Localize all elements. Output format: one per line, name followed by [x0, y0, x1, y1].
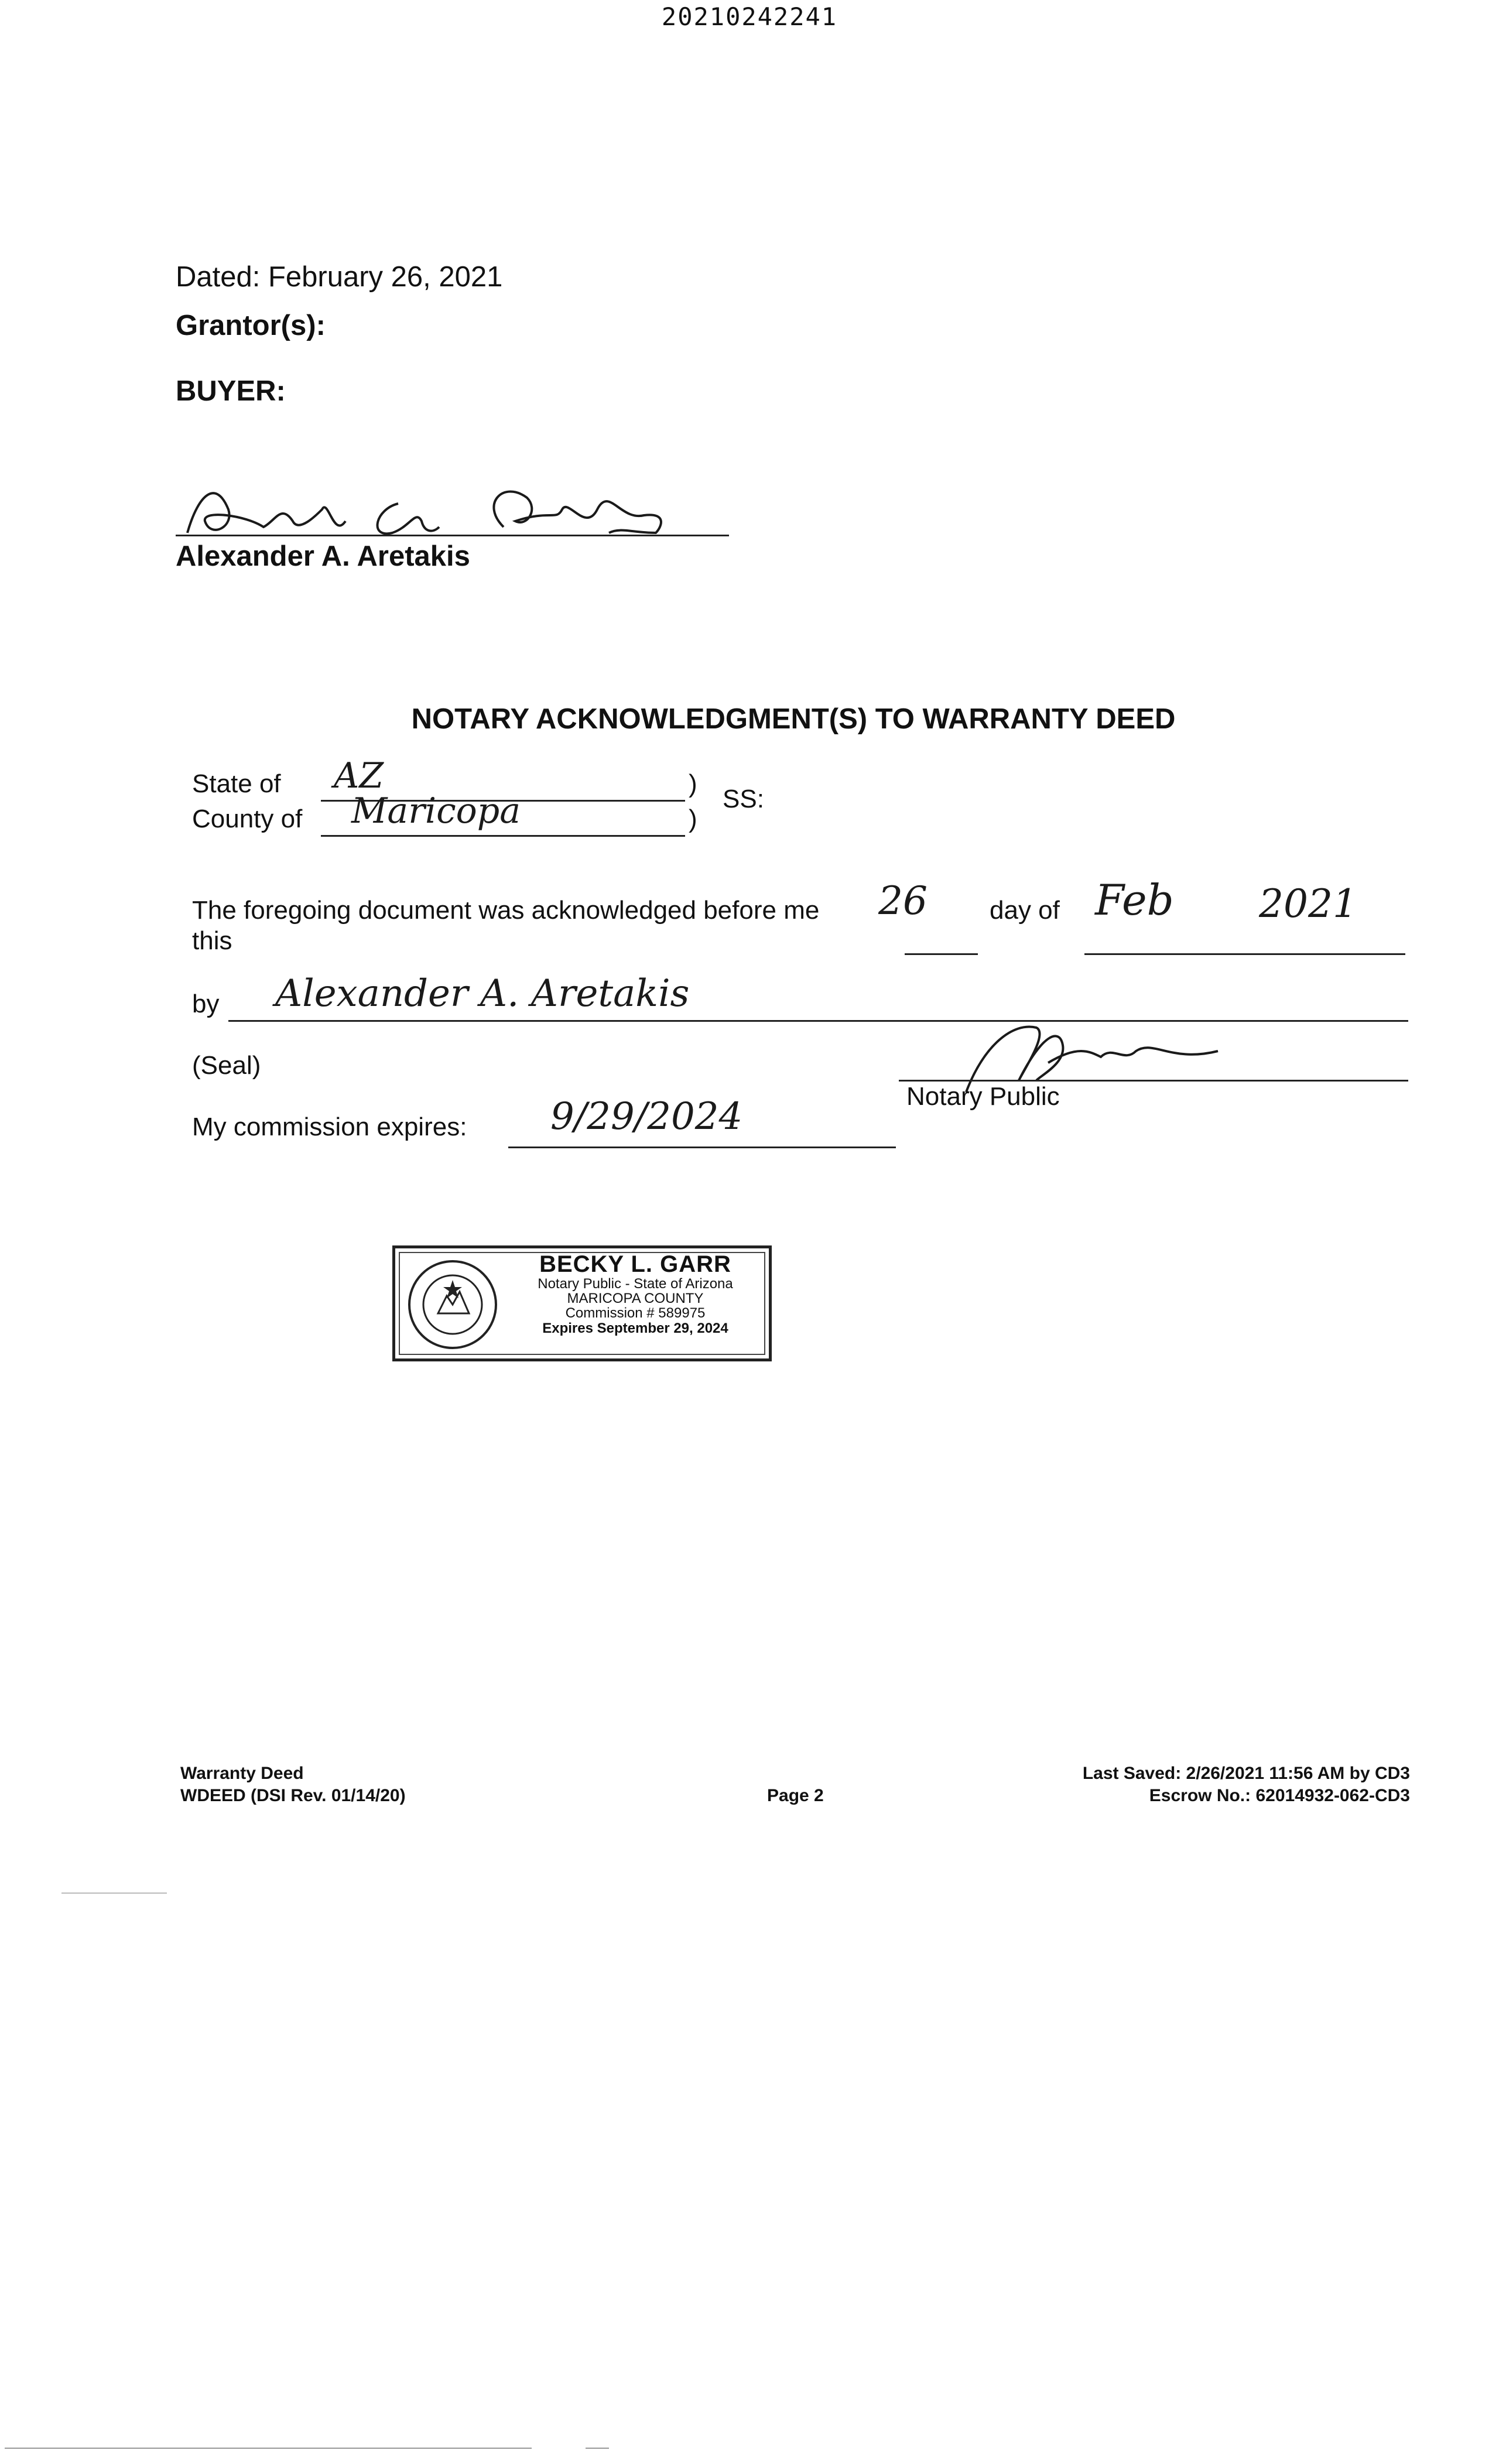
- scan-artifact-mark: [61, 1893, 167, 1894]
- buyer-label: BUYER:: [176, 375, 286, 407]
- notary-public-label: Notary Public: [906, 1082, 1060, 1111]
- footer-last-saved: Last Saved: 2/26/2021 11:56 AM by CD3: [1082, 1764, 1410, 1783]
- arizona-seal-icon: [406, 1258, 499, 1351]
- county-line: [321, 835, 685, 837]
- notary-stamp: [392, 1245, 772, 1361]
- scan-bottom-edge-line: [5, 2448, 532, 2449]
- seal-label: (Seal): [192, 1051, 261, 1080]
- month-value: Feb: [1095, 875, 1174, 925]
- county-label: County of: [192, 805, 303, 833]
- day-line: [905, 953, 978, 955]
- by-label: by: [192, 990, 220, 1018]
- commission-label: My commission expires:: [192, 1113, 467, 1141]
- stamp-line-4: Expires September 29, 2024: [542, 1320, 728, 1336]
- grantor-name: Alexander A. Aretakis: [176, 540, 470, 572]
- notary-title: NOTARY ACKNOWLEDGMENT(S) TO WARRANTY DEED: [411, 703, 1176, 735]
- day-of-label: day of: [990, 896, 1060, 925]
- year-value: 2021: [1259, 881, 1357, 926]
- commission-line: [508, 1147, 896, 1148]
- stamp-line-2: MARICOPA COUNTY: [567, 1291, 704, 1307]
- state-paren: ): [689, 769, 697, 798]
- foregoing-text-this: this: [192, 926, 232, 955]
- foregoing-text: The foregoing document was acknowledged before me: [192, 896, 820, 925]
- ss-label: SS:: [723, 785, 764, 813]
- scan-bottom-edge-mark: [586, 2448, 609, 2449]
- stamp-line-3: Commission # 589975: [565, 1305, 706, 1322]
- record-number: 20210242241: [661, 2, 838, 31]
- dated-line: Dated: February 26, 2021: [176, 261, 503, 293]
- county-paren: ): [689, 805, 697, 833]
- stamp-name: BECKY L. GARR: [539, 1251, 731, 1277]
- footer-form-code: WDEED (DSI Rev. 01/14/20): [180, 1786, 406, 1805]
- by-value: Alexander A. Aretakis: [275, 972, 690, 1015]
- notary-signature-line: [899, 1080, 1408, 1082]
- footer-form-title: Warranty Deed: [180, 1764, 304, 1783]
- footer-escrow: Escrow No.: 62014932-062-CD3: [1149, 1786, 1410, 1805]
- grantor-signature-line: [176, 535, 729, 536]
- state-label: State of: [192, 769, 281, 798]
- month-year-line: [1084, 953, 1405, 955]
- stamp-line-1: Notary Public - State of Arizona: [538, 1276, 733, 1292]
- day-value: 26: [878, 878, 928, 923]
- county-value: Maricopa: [351, 790, 521, 831]
- footer-page: Page 2: [767, 1786, 824, 1805]
- grantor-label: Grantor(s):: [176, 310, 326, 341]
- state-value: AZ: [334, 755, 384, 796]
- commission-value: 9/29/2024: [550, 1095, 743, 1138]
